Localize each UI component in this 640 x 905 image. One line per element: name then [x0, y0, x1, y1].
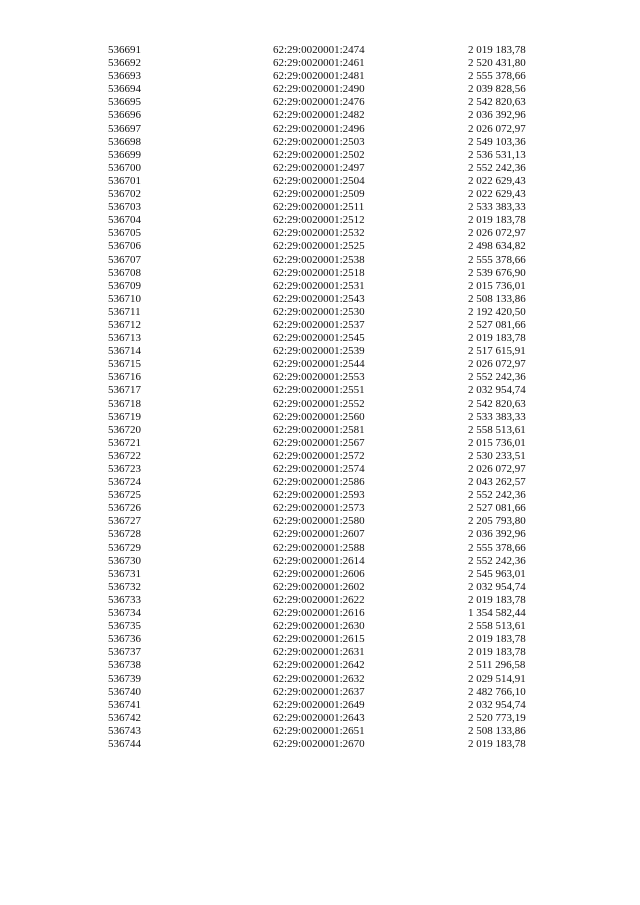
cadastral-value: 2 555 378,66	[468, 70, 526, 83]
row-id: 536701	[108, 174, 141, 187]
cadastral-value: 2 043 262,57	[468, 476, 526, 489]
table-row	[108, 424, 568, 437]
row-id: 536703	[108, 201, 141, 214]
cadastral-value: 2 555 378,66	[468, 253, 526, 266]
table-row	[108, 450, 568, 463]
cadastral-value: 2 032 954,74	[468, 580, 526, 593]
cadastral-value: 2 508 133,86	[468, 292, 526, 305]
cadastral-number: 62:29:0020001:2642	[273, 659, 365, 672]
cadastral-number: 62:29:0020001:2532	[273, 227, 365, 240]
row-id: 536737	[108, 646, 141, 659]
cadastral-value: 2 026 072,97	[468, 463, 526, 475]
cadastral-number: 62:29:0020001:2539	[273, 345, 365, 358]
table-row	[108, 463, 568, 476]
table-row	[108, 607, 568, 620]
cadastral-number: 62:29:0020001:2643	[273, 711, 365, 724]
table-row	[108, 542, 568, 555]
cadastral-number: 62:29:0020001:2574	[273, 463, 365, 475]
row-id: 536695	[108, 96, 141, 109]
table-row	[108, 502, 568, 515]
cadastral-number: 62:29:0020001:2572	[273, 449, 365, 462]
row-id: 536709	[108, 279, 141, 292]
cadastral-value: 2 029 514,91	[468, 672, 526, 685]
cadastral-value: 2 019 183,78	[468, 44, 526, 56]
table-row	[108, 293, 568, 306]
table-row	[108, 515, 568, 528]
cadastral-number: 62:29:0020001:2538	[273, 253, 365, 266]
table-row	[108, 437, 568, 450]
table-row	[108, 306, 568, 319]
cadastral-value: 2 558 513,61	[468, 620, 526, 633]
cadastral-number: 62:29:0020001:2461	[273, 57, 365, 70]
row-id: 536693	[108, 70, 141, 83]
cadastral-number: 62:29:0020001:2509	[273, 188, 365, 201]
cadastral-number: 62:29:0020001:2630	[273, 620, 365, 633]
row-id: 536741	[108, 698, 141, 711]
table-row	[108, 673, 568, 686]
cadastral-value: 2 508 133,86	[468, 724, 526, 737]
cadastral-value: 2 558 513,61	[468, 423, 526, 436]
cadastral-value: 2 511 296,58	[468, 659, 526, 672]
row-id: 536726	[108, 502, 141, 515]
row-id: 536712	[108, 318, 141, 331]
table-row	[108, 201, 568, 214]
table-row	[108, 44, 568, 57]
cadastral-value: 2 026 072,97	[468, 122, 526, 135]
cadastral-number: 62:29:0020001:2670	[273, 737, 365, 750]
cadastral-number: 62:29:0020001:2490	[273, 83, 365, 96]
row-id: 536720	[108, 423, 141, 436]
cadastral-value: 2 015 736,01	[468, 279, 526, 292]
table-row	[108, 175, 568, 188]
table-row	[108, 227, 568, 240]
cadastral-value: 2 019 183,78	[468, 646, 526, 659]
table-row	[108, 109, 568, 122]
cadastral-number: 62:29:0020001:2481	[273, 70, 365, 83]
cadastral-number: 62:29:0020001:2649	[273, 698, 365, 711]
table-row	[108, 123, 568, 136]
cadastral-number: 62:29:0020001:2651	[273, 724, 365, 737]
cadastral-number: 62:29:0020001:2518	[273, 266, 365, 279]
table-row	[108, 254, 568, 267]
row-id: 536714	[108, 345, 141, 358]
cadastral-number: 62:29:0020001:2502	[273, 148, 365, 161]
table-row	[108, 214, 568, 227]
cadastral-value: 2 530 233,51	[468, 449, 526, 462]
row-id: 536708	[108, 266, 141, 279]
cadastral-value: 2 032 954,74	[468, 384, 526, 397]
cadastral-value: 2 552 242,36	[468, 554, 526, 567]
row-id: 536730	[108, 554, 141, 567]
row-id: 536694	[108, 83, 141, 96]
table-row	[108, 319, 568, 332]
table-row	[108, 57, 568, 70]
cadastral-value: 2 019 183,78	[468, 593, 526, 606]
table-row	[108, 149, 568, 162]
cadastral-value: 2 032 954,74	[468, 698, 526, 711]
table-row	[108, 659, 568, 672]
cadastral-number: 62:29:0020001:2545	[273, 332, 365, 345]
row-id: 536692	[108, 57, 141, 70]
row-id: 536738	[108, 659, 141, 672]
table-row	[108, 411, 568, 424]
row-id: 536705	[108, 227, 141, 240]
row-id: 536724	[108, 476, 141, 489]
table-row	[108, 528, 568, 541]
row-id: 536699	[108, 148, 141, 161]
cadastral-number: 62:29:0020001:2632	[273, 672, 365, 685]
table-row	[108, 699, 568, 712]
cadastral-value: 2 482 766,10	[468, 685, 526, 698]
table-row	[108, 345, 568, 358]
row-id: 536707	[108, 253, 141, 266]
table-row	[108, 555, 568, 568]
cadastral-value: 2 019 183,78	[468, 633, 526, 646]
table-row	[108, 371, 568, 384]
row-id: 536700	[108, 161, 141, 174]
cadastral-number: 62:29:0020001:2531	[273, 279, 365, 292]
cadastral-number: 62:29:0020001:2606	[273, 567, 365, 580]
cadastral-value: 1 354 582,44	[468, 607, 526, 620]
cadastral-value: 2 205 793,80	[468, 515, 526, 528]
row-id: 536744	[108, 737, 141, 750]
cadastral-number: 62:29:0020001:2482	[273, 109, 365, 122]
cadastral-value: 2 036 392,96	[468, 528, 526, 541]
cadastral-number: 62:29:0020001:2511	[273, 201, 365, 214]
table-row	[108, 489, 568, 502]
cadastral-value: 2 192 420,50	[468, 305, 526, 318]
cadastral-value: 2 520 431,80	[468, 57, 526, 70]
cadastral-value: 2 022 629,43	[468, 174, 526, 187]
row-id: 536713	[108, 332, 141, 345]
cadastral-value: 2 026 072,97	[468, 227, 526, 240]
table-row	[108, 70, 568, 83]
cadastral-number: 62:29:0020001:2560	[273, 410, 365, 423]
cadastral-number: 62:29:0020001:2607	[273, 528, 365, 541]
cadastral-value: 2 019 183,78	[468, 332, 526, 345]
row-id: 536735	[108, 620, 141, 633]
row-id: 536718	[108, 397, 141, 410]
cadastral-value: 2 039 828,56	[468, 83, 526, 96]
table-row	[108, 83, 568, 96]
cadastral-number: 62:29:0020001:2616	[273, 607, 365, 620]
cadastral-number: 62:29:0020001:2503	[273, 135, 365, 148]
row-id: 536691	[108, 44, 141, 56]
cadastral-number: 62:29:0020001:2537	[273, 318, 365, 331]
cadastral-value: 2 533 383,33	[468, 410, 526, 423]
row-id: 536727	[108, 515, 141, 528]
cadastral-number: 62:29:0020001:2588	[273, 541, 365, 554]
row-id: 536704	[108, 214, 141, 227]
cadastral-number: 62:29:0020001:2602	[273, 580, 365, 593]
table-row	[108, 633, 568, 646]
table-row	[108, 188, 568, 201]
cadastral-number: 62:29:0020001:2615	[273, 633, 365, 646]
cadastral-number: 62:29:0020001:2586	[273, 476, 365, 489]
row-id: 536717	[108, 384, 141, 397]
cadastral-number: 62:29:0020001:2476	[273, 96, 365, 109]
cadastral-value: 2 026 072,97	[468, 358, 526, 371]
table-row	[108, 686, 568, 699]
table-row	[108, 136, 568, 149]
row-id: 536715	[108, 358, 141, 371]
row-id: 536722	[108, 449, 141, 462]
table-row	[108, 240, 568, 253]
table-row	[108, 568, 568, 581]
cadastral-number: 62:29:0020001:2551	[273, 384, 365, 397]
cadastral-number: 62:29:0020001:2573	[273, 502, 365, 515]
table-row	[108, 332, 568, 345]
table-row	[108, 267, 568, 280]
row-id: 536723	[108, 463, 141, 475]
cadastral-value: 2 527 081,66	[468, 502, 526, 515]
cadastral-value: 2 019 183,78	[468, 214, 526, 227]
table-row	[108, 725, 568, 738]
row-id: 536702	[108, 188, 141, 201]
cadastral-value: 2 517 615,91	[468, 345, 526, 358]
table-row	[108, 384, 568, 397]
row-id: 536719	[108, 410, 141, 423]
cadastral-value: 2 539 676,90	[468, 266, 526, 279]
cadastral-number: 62:29:0020001:2552	[273, 397, 365, 410]
table-row	[108, 738, 568, 751]
cadastral-value: 2 022 629,43	[468, 188, 526, 201]
row-id: 536733	[108, 593, 141, 606]
row-id: 536711	[108, 305, 141, 318]
row-id: 536734	[108, 607, 141, 620]
row-id: 536729	[108, 541, 141, 554]
cadastral-value: 2 533 383,33	[468, 201, 526, 214]
cadastral-value: 2 036 392,96	[468, 109, 526, 122]
cadastral-value: 2 520 773,19	[468, 711, 526, 724]
table-row	[108, 96, 568, 109]
row-id: 536740	[108, 685, 141, 698]
cadastral-number: 62:29:0020001:2553	[273, 371, 365, 384]
row-id: 536739	[108, 672, 141, 685]
row-id: 536696	[108, 109, 141, 122]
row-id: 536706	[108, 240, 141, 253]
cadastral-value: 2 019 183,78	[468, 737, 526, 750]
row-id: 536743	[108, 724, 141, 737]
cadastral-number: 62:29:0020001:2622	[273, 593, 365, 606]
cadastral-value: 2 552 242,36	[468, 371, 526, 384]
cadastral-number: 62:29:0020001:2512	[273, 214, 365, 227]
cadastral-value: 2 549 103,36	[468, 135, 526, 148]
cadastral-number: 62:29:0020001:2525	[273, 240, 365, 253]
table-row	[108, 594, 568, 607]
row-id: 536710	[108, 292, 141, 305]
table-row	[108, 646, 568, 659]
row-id: 536732	[108, 580, 141, 593]
cadastral-value: 2 536 531,13	[468, 148, 526, 161]
cadastral-number: 62:29:0020001:2593	[273, 489, 365, 502]
row-id: 536697	[108, 122, 141, 135]
table-row	[108, 476, 568, 489]
cadastral-number: 62:29:0020001:2581	[273, 423, 365, 436]
cadastral-number: 62:29:0020001:2474	[273, 44, 365, 56]
cadastral-value: 2 542 820,63	[468, 397, 526, 410]
cadastral-value: 2 542 820,63	[468, 96, 526, 109]
table-row	[108, 712, 568, 725]
row-id: 536721	[108, 436, 141, 449]
cadastral-number: 62:29:0020001:2580	[273, 515, 365, 528]
cadastral-number: 62:29:0020001:2504	[273, 174, 365, 187]
table-row	[108, 280, 568, 293]
row-id: 536742	[108, 711, 141, 724]
table-row	[108, 358, 568, 371]
row-id: 536716	[108, 371, 141, 384]
cadastral-value: 2 552 242,36	[468, 489, 526, 502]
table-row	[108, 581, 568, 594]
table-row	[108, 620, 568, 633]
cadastral-value: 2 552 242,36	[468, 161, 526, 174]
cadastral-number: 62:29:0020001:2497	[273, 161, 365, 174]
cadastral-number: 62:29:0020001:2544	[273, 358, 365, 371]
cadastral-value-table	[108, 44, 568, 751]
table-row	[108, 162, 568, 175]
cadastral-value: 2 555 378,66	[468, 541, 526, 554]
cadastral-value: 2 527 081,66	[468, 318, 526, 331]
cadastral-number: 62:29:0020001:2614	[273, 554, 365, 567]
cadastral-number: 62:29:0020001:2496	[273, 122, 365, 135]
table-row	[108, 398, 568, 411]
cadastral-number: 62:29:0020001:2631	[273, 646, 365, 659]
row-id: 536731	[108, 567, 141, 580]
row-id: 536728	[108, 528, 141, 541]
cadastral-value: 2 015 736,01	[468, 436, 526, 449]
row-id: 536736	[108, 633, 141, 646]
row-id: 536725	[108, 489, 141, 502]
cadastral-number: 62:29:0020001:2567	[273, 436, 365, 449]
cadastral-value: 2 498 634,82	[468, 240, 526, 253]
cadastral-number: 62:29:0020001:2530	[273, 305, 365, 318]
cadastral-value: 2 545 963,01	[468, 567, 526, 580]
table-body	[108, 44, 568, 751]
row-id: 536698	[108, 135, 141, 148]
cadastral-number: 62:29:0020001:2543	[273, 292, 365, 305]
cadastral-number: 62:29:0020001:2637	[273, 685, 365, 698]
